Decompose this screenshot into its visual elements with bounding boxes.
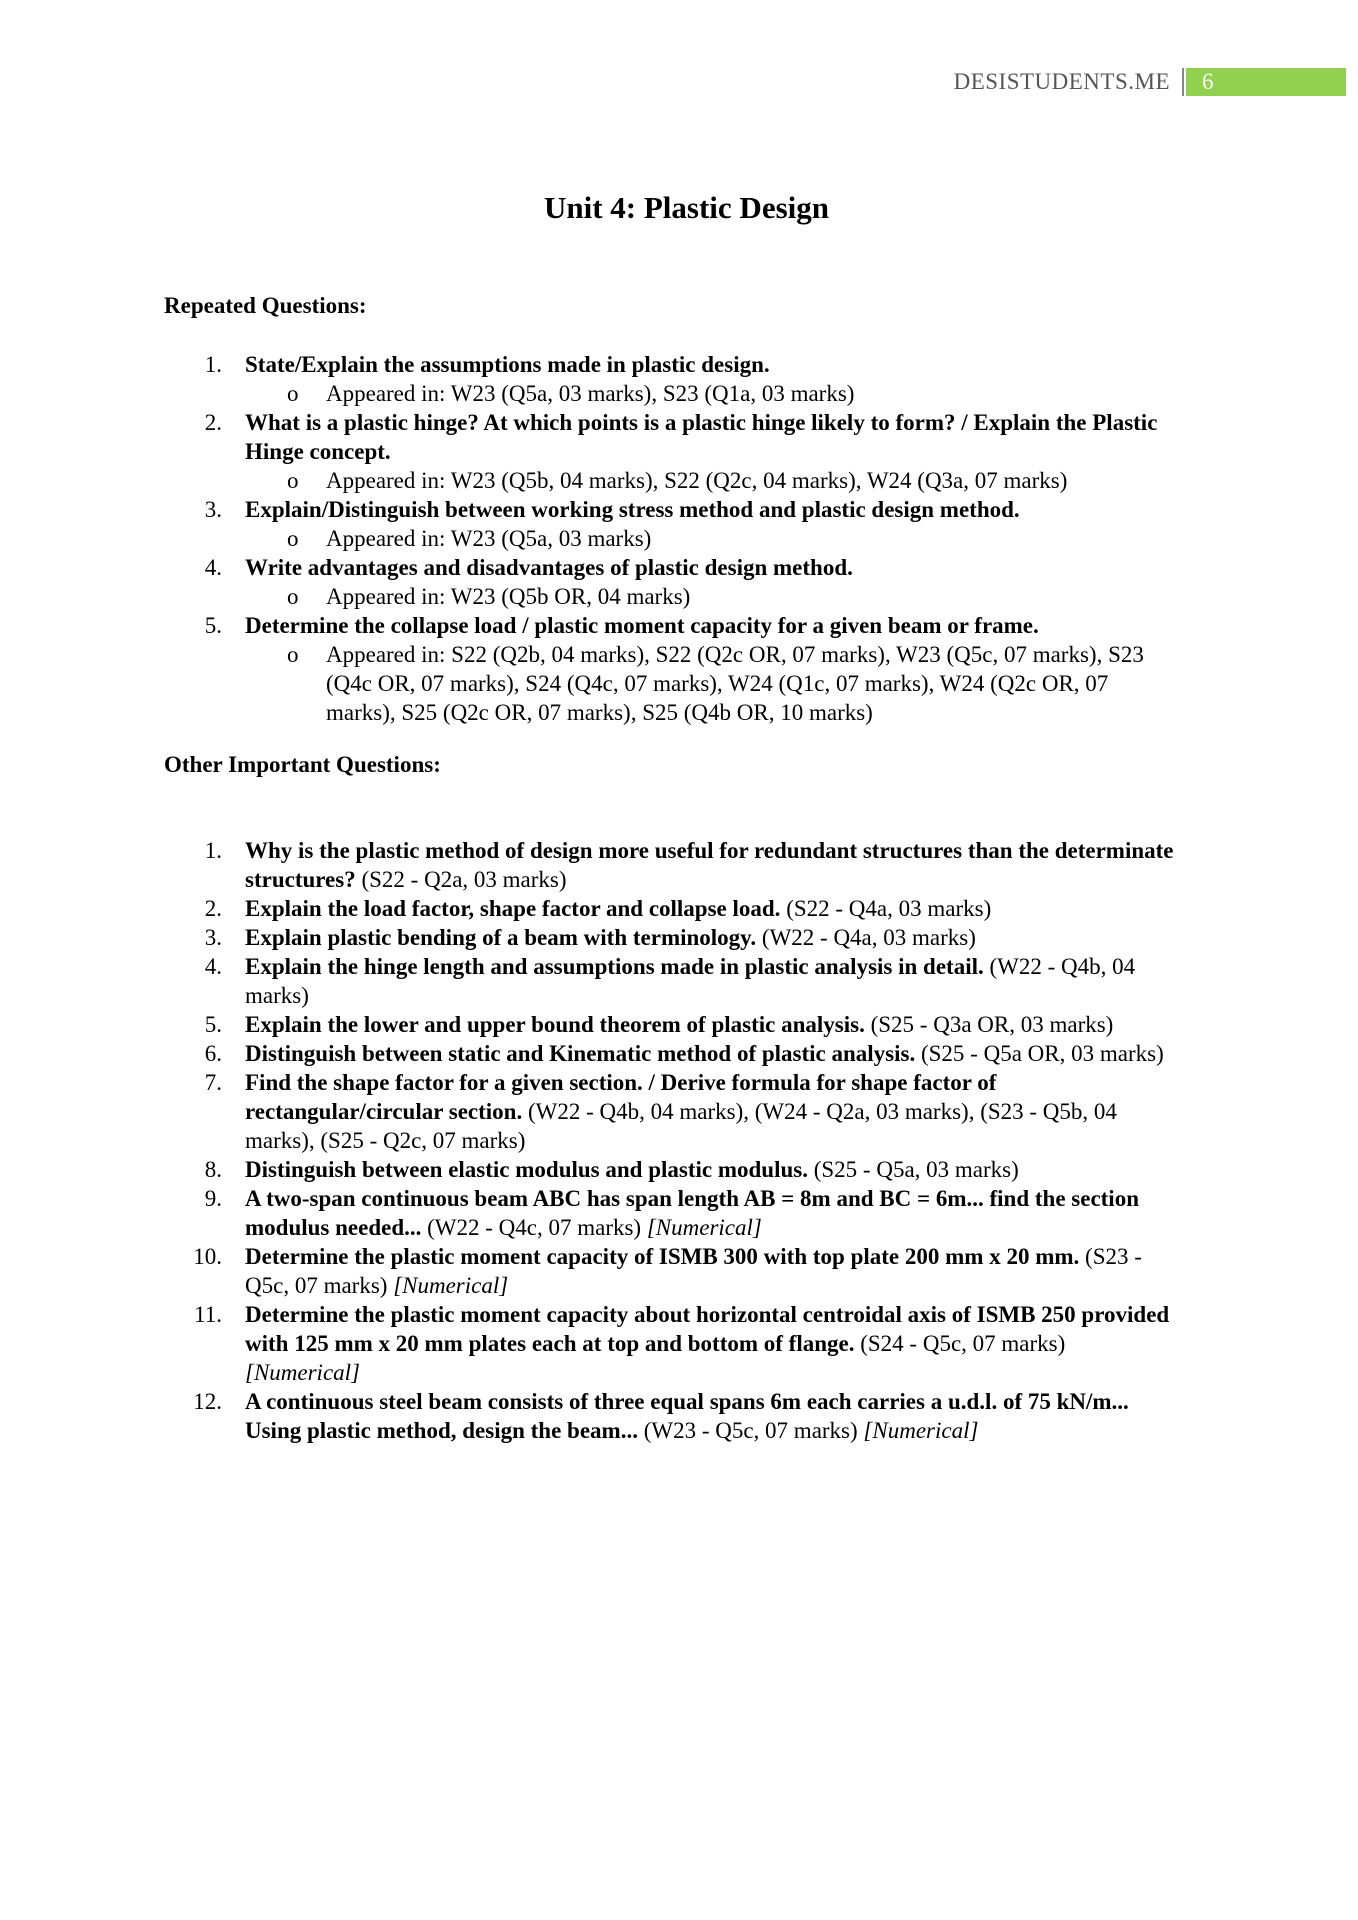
bullet-marker: o <box>287 642 299 667</box>
question-number: 4. <box>204 555 222 580</box>
list-item <box>164 1184 1182 1242</box>
bullet-marker: o <box>287 468 299 493</box>
question-tag: [Numerical] <box>863 1418 979 1443</box>
question-number: 12. <box>193 1389 222 1414</box>
appeared-text: Appeared in: W23 (Q5a, 03 marks), S23 (Q1a, 03 marks) <box>326 381 855 406</box>
other-questions-heading: Other Important Questions: <box>164 752 441 777</box>
appeared-list <box>245 582 1182 611</box>
page-title: Unit 4: Plastic Design <box>543 190 829 225</box>
list-item <box>164 408 1182 495</box>
question-number: 1. <box>204 838 222 863</box>
appeared-item <box>245 379 1182 408</box>
appeared-list <box>245 640 1182 727</box>
question-reference: (S25 - Q5a, 03 marks) <box>807 1157 1019 1182</box>
question-text: Determine the plastic moment capacity about horizontal centroidal axis of ISMB 250 provided with 125 mm x 20 mm plates each at top and bottom of flange. <box>245 1302 1170 1356</box>
list-item <box>164 1242 1182 1300</box>
question-number: 5. <box>204 1012 222 1037</box>
question-number: 11. <box>194 1302 222 1327</box>
appeared-text: Appeared in: S22 (Q2b, 04 marks), S22 (Q2c OR, 07 marks), W23 (Q5c, 07 marks), S23 (Q4c OR, 07 marks), S24 (Q4c, 07 marks), W24 (Q1c, 07 marks), W24 (Q2c OR, 07 marks), S25 (Q2c OR, 07 marks), S25 (Q4b OR, 10 marks) <box>326 642 1144 725</box>
appeared-text: Appeared in: W23 (Q5a, 03 marks) <box>326 526 652 551</box>
question-reference: (W22 - Q4a, 03 marks) <box>756 925 976 950</box>
question-reference: (S22 - Q4a, 03 marks) <box>780 896 992 921</box>
question-number: 1. <box>204 352 222 377</box>
question-text: Explain the load factor, shape factor and collapse load. <box>245 896 781 921</box>
list-item <box>164 553 1182 611</box>
question-number: 5. <box>204 613 222 638</box>
question-number: 4. <box>204 954 222 979</box>
list-item <box>164 495 1182 553</box>
question-text: Determine the collapse load / plastic moment capacity for a given beam or frame. <box>245 613 1039 638</box>
list-item <box>164 1068 1182 1155</box>
list-item <box>164 952 1182 1010</box>
question-number: 2. <box>204 410 222 435</box>
question-number: 9. <box>204 1186 222 1211</box>
question-tag: [Numerical] <box>646 1215 762 1240</box>
question-reference: (S25 - Q3a OR, 03 marks) <box>864 1012 1114 1037</box>
question-number: 8. <box>204 1157 222 1182</box>
list-item <box>164 836 1182 894</box>
bullet-marker: o <box>287 381 299 406</box>
list-item <box>164 611 1182 727</box>
bullet-marker: o <box>287 584 299 609</box>
appeared-list <box>245 379 1182 408</box>
list-item <box>164 1155 1182 1184</box>
question-text: Explain the hinge length and assumptions made in plastic analysis in detail. <box>245 954 984 979</box>
repeated-questions-heading: Repeated Questions: <box>164 293 367 318</box>
appeared-item <box>245 640 1182 727</box>
question-text: What is a plastic hinge? At which points is a plastic hinge likely to form? / Explain the Plastic Hinge concept. <box>245 410 1158 464</box>
question-tag: [Numerical] <box>393 1273 509 1298</box>
appeared-text: Appeared in: W23 (Q5b OR, 04 marks) <box>326 584 691 609</box>
question-text: Explain/Distinguish between working stress method and plastic design method. <box>245 497 1020 522</box>
question-text: Write advantages and disadvantages of plastic design method. <box>245 555 853 580</box>
question-text: Explain the lower and upper bound theorem of plastic analysis. <box>245 1012 865 1037</box>
question-reference: (W22 - Q4b, 04 marks), (W24 - Q2a, 03 marks), (S23 - Q5b, 04 marks), (S25 - Q2c, 07 marks) <box>245 1099 1117 1153</box>
list-item <box>164 1387 1182 1445</box>
question-reference: (S22 - Q2a, 03 marks) <box>355 867 567 892</box>
list-item <box>164 894 1182 923</box>
repeated-questions-list <box>164 350 1182 727</box>
appeared-item <box>245 524 1182 553</box>
question-reference: (S25 - Q5a OR, 03 marks) <box>915 1041 1164 1066</box>
question-number: 3. <box>204 497 222 522</box>
list-item <box>164 923 1182 952</box>
appeared-list <box>245 466 1182 495</box>
question-number: 7. <box>204 1070 222 1095</box>
question-reference: (S24 - Q5c, 07 marks) <box>854 1331 1066 1356</box>
question-reference: (W22 - Q4b, 04 marks) <box>245 954 1136 1008</box>
appeared-item <box>245 466 1182 495</box>
list-item <box>164 1039 1182 1068</box>
bullet-marker: o <box>287 526 299 551</box>
question-number: 3. <box>204 925 222 950</box>
page-header <box>954 68 1346 96</box>
appeared-text: Appeared in: W23 (Q5b, 04 marks), S22 (Q2c, 04 marks), W24 (Q3a, 07 marks) <box>326 468 1068 493</box>
question-text: A two-span continuous beam ABC has span length AB = 8m and BC = 6m... find the section modulus needed... <box>245 1186 1139 1240</box>
question-reference: (S23 - Q5c, 07 marks) <box>245 1244 1142 1298</box>
question-text: A continuous steel beam consists of three equal spans 6m each carries a u.d.l. of 75 kN/m... Using plastic method, design the beam... <box>245 1389 1129 1443</box>
question-text: Determine the plastic moment capacity of ISMB 300 with top plate 200 mm x 20 mm. <box>245 1244 1080 1269</box>
appeared-item <box>245 582 1182 611</box>
question-text: Why is the plastic method of design more useful for redundant structures than the determinate structures? <box>245 838 1174 892</box>
list-item <box>164 1300 1182 1387</box>
other-questions-list <box>164 836 1182 1445</box>
question-number: 2. <box>204 896 222 921</box>
question-reference: (W23 - Q5c, 07 marks) <box>637 1418 864 1443</box>
question-reference: (W22 - Q4c, 07 marks) <box>421 1215 647 1240</box>
appeared-list <box>245 524 1182 553</box>
question-number: 6. <box>204 1041 222 1066</box>
question-text: Distinguish between elastic modulus and plastic modulus. <box>245 1157 808 1182</box>
question-text: Distinguish between static and Kinematic method of plastic analysis. <box>245 1041 916 1066</box>
list-item <box>164 1010 1182 1039</box>
question-tag: [Numerical] <box>245 1360 360 1385</box>
question-text: State/Explain the assumptions made in plastic design. <box>245 352 770 377</box>
question-text: Find the shape factor for a given section. / Derive formula for shape factor of rectangular/circular section. <box>245 1070 997 1124</box>
page-number: 6 <box>1186 68 1346 96</box>
list-item <box>164 350 1182 408</box>
question-number: 10. <box>193 1244 222 1269</box>
question-text: Explain plastic bending of a beam with terminology. <box>245 925 757 950</box>
site-name: DESISTUDENTS.ME <box>954 68 1184 96</box>
